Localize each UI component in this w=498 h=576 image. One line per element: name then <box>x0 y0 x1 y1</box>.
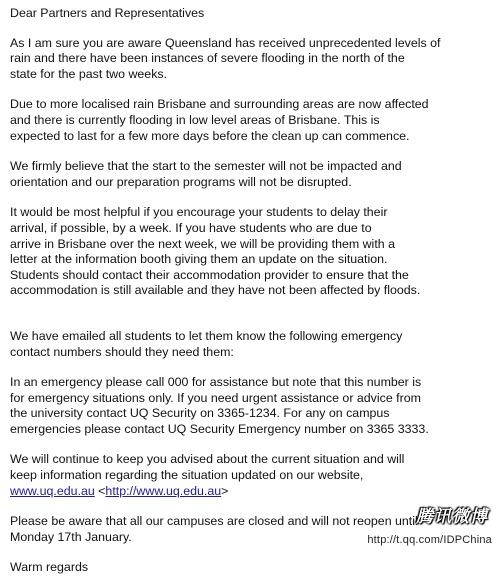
paragraph-brisbane-affected: Due to more localised rain Brisbane and surrounding areas are now affected and there is currently flooding in low level areas of Brisbane. This is expected to last for a few more days before the clean up can commence. <box>10 97 429 143</box>
paragraph-emergency-numbers: In an emergency please call 000 for assistance but note that this number is for emergency situations only. If you need urgent assistance or advice from the university contact UQ Security on 3365-1234. For any on campus emergencies please contact UQ Security Emergency number on 3365 3333. <box>10 375 429 436</box>
paragraph-emergency-contacts-intro: We have emailed all students to let them know the following emergency contact numbers should they need them: <box>10 328 403 359</box>
website-updates-text: We will continue to keep you advised about the current situation and will keep information regarding the situation updated on our website, <box>10 452 405 483</box>
paragraph-flooding-intro: As I am sure you are aware Queensland has received unprecedented levels of rain and there have been instances of severe flooding in the north of the state for the past two weeks. <box>10 35 441 81</box>
website-link[interactable]: www.uq.edu.au <box>10 483 95 498</box>
website-url-link[interactable]: http://www.uq.edu.au <box>105 483 222 498</box>
watermark-logo: 腾讯微博 <box>416 507 488 527</box>
greeting: Dear Partners and Representatives <box>10 6 205 20</box>
paragraph-delay-arrival: It would be most helpful if you encourage your students to delay their arrival, if possible, by a week. If you have students who are due to arrive in Brisbane over the next week, we will be providing them with a letter at the information booth giving them an update on the situation. Students should contact their accommodation provider to ensure that the accommodation is still available and they have not been affected by floods. <box>10 205 421 298</box>
paragraph-semester-impact: We firmly believe that the start to the semester will not be impacted and orientation and our preparation programs will not be disrupted. <box>10 159 402 189</box>
watermark-url: http://t.qq.com/IDPChina <box>367 534 492 546</box>
closing: Warm regards <box>10 560 89 575</box>
paragraph-website-updates <box>10 452 492 499</box>
link-open-bracket: < <box>94 483 106 498</box>
paragraph-campus-closure: Please be aware that all our campuses are closed and will not reopen until Monday 17th January. <box>10 514 418 544</box>
watermark <box>352 502 492 546</box>
link-close-bracket: > <box>221 483 229 498</box>
letter-body <box>10 6 492 576</box>
